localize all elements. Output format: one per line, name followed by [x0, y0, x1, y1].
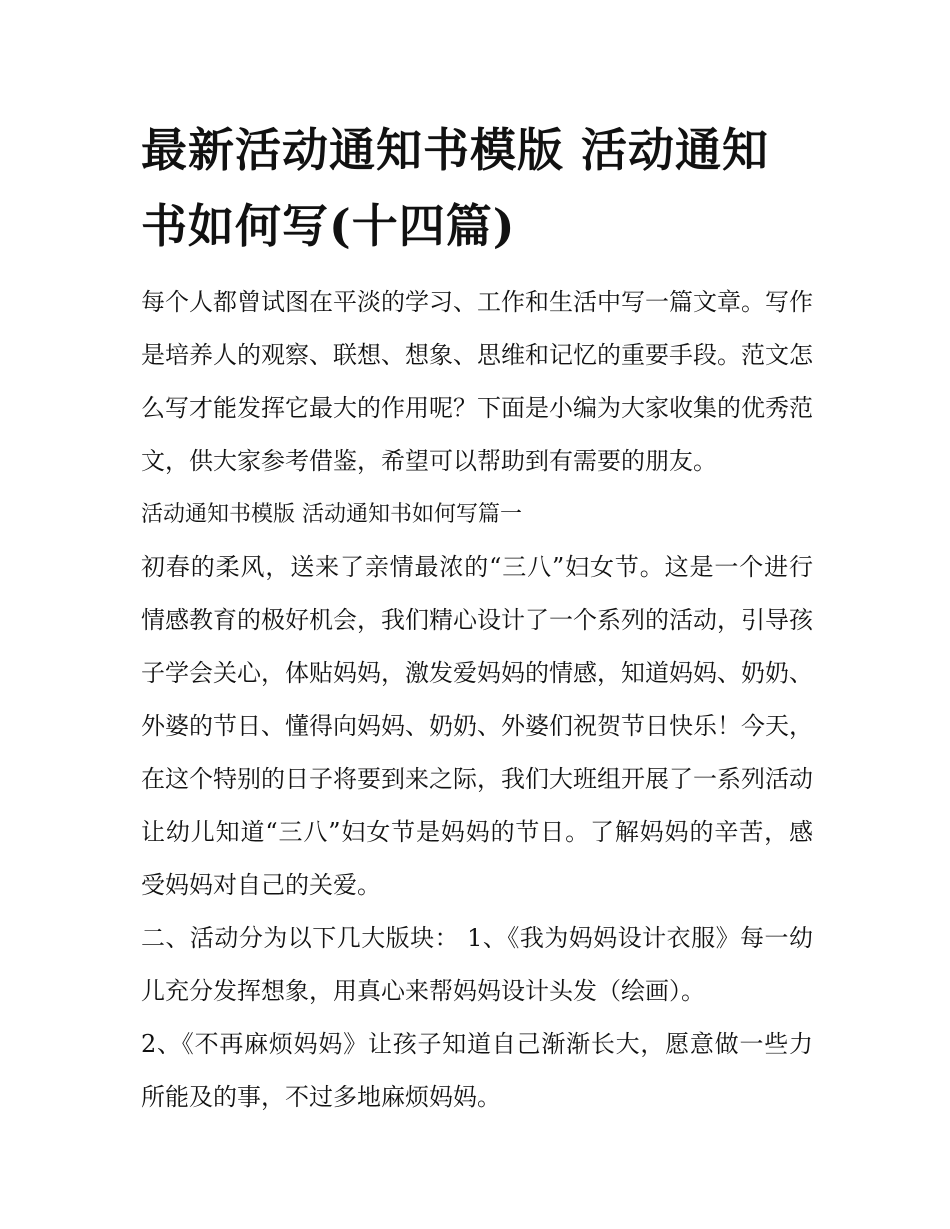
body-paragraph: 二、活动分为以下几大版块： 1、《我为妈妈设计衣服》每一幼儿充分发挥想象，用真心来帮妈妈设计头发（绘画）。 — [141, 924, 813, 1005]
section-heading: 活动通知书模版 活动通知书如何写篇一 — [141, 502, 522, 527]
document-page — [141, 112, 813, 1124]
body-paragraph: 2、《不再麻烦妈妈》让孩子知道自己渐渐长大，愿意做一些力所能及的事，不过多地麻烦妈妈。 — [141, 1030, 813, 1111]
document-body — [141, 276, 813, 1124]
document-title: 最新活动通知书模版 活动通知书如何写(十四篇) — [141, 123, 770, 253]
intro-paragraph: 每个人都曾试图在平淡的学习、工作和生活中写一篇文章。写作是培养人的观察、联想、想象、思维和记忆的重要手段。范文怎么写才能发挥它最大的作用呢？下面是小编为大家收集的优秀范文，供大家参考借鉴，希望可以帮助到有需要的朋友。 — [141, 288, 813, 475]
body-paragraph: 初春的柔风，送来了亲情最浓的“三八”妇女节。这是一个进行情感教育的极好机会，我们精心设计了一个系列的活动，引导孩子学会关心，体贴妈妈，激发爱妈妈的情感，知道妈妈、奶奶、外婆的节日、懂得向妈妈、奶奶、外婆们祝贺节日快乐！今天，在这个特别的日子将要到来之际，我们大班组开展了一系列活动让幼儿知道“三八”妇女节是妈妈的节日。了解妈妈的辛苦，感受妈妈对自己的关爱。 — [141, 553, 813, 899]
